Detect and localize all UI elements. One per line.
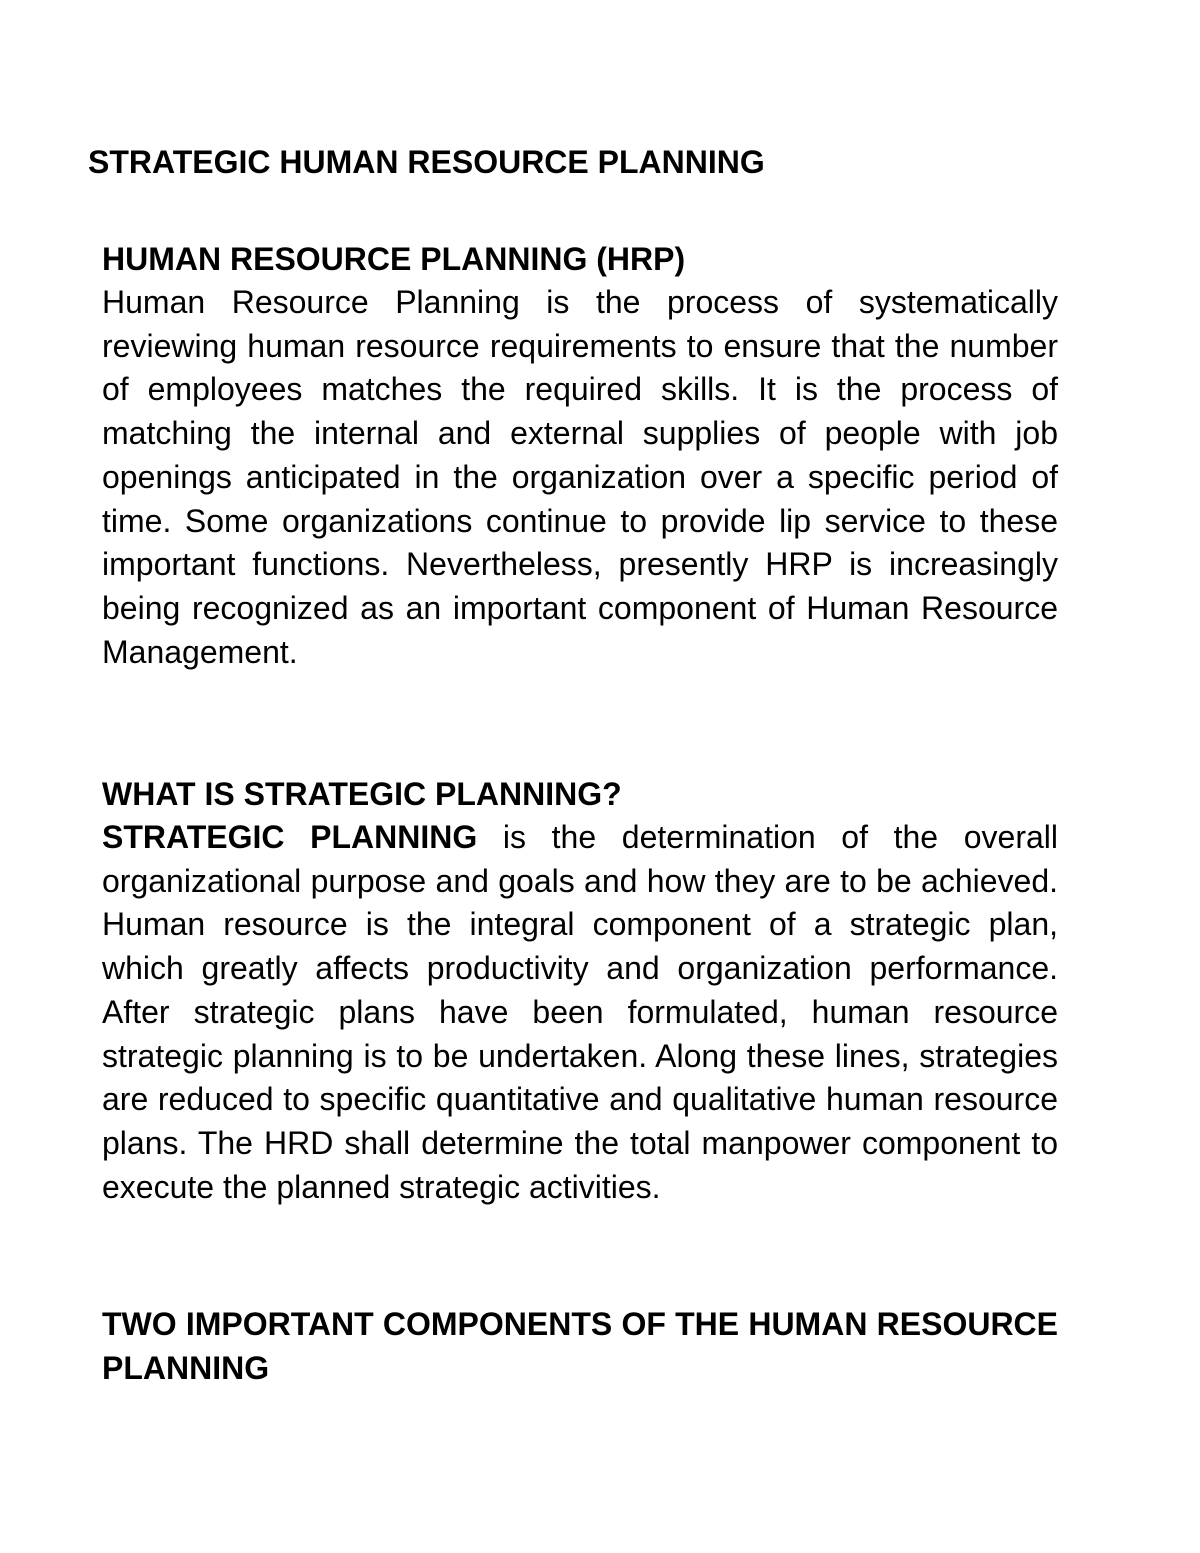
section-body-text-strategic-planning: is the determination of the overall organizational purpose and goals and how they are to be achieved. Human resource is the integral component of a strategic plan, which greatly affects productivity and organization performance. After strategic plans have been formulated, human resource strategic planning is to be undertaken. Along these lines, strategies are reduced to specific quantitative and qualitative human resource plans. The HRD shall determine the total manpower component to execute the planned strategic activities. bbox=[102, 819, 1059, 1205]
section-body-hrp: Human Resource Planning is the process of systematically reviewing human resource requirements to ensure that the number of employees matches the required skills. It is the process of matching the internal and external supplies of people with job openings anticipated in the organization over a specific period of time. Some organizations continue to provide lip service to these important functions. Nevertheless, presently HRP is increasingly being recognized as an important component of Human Resource Management. bbox=[102, 284, 1058, 670]
section-body-strategic-planning bbox=[102, 816, 1058, 1209]
section-two-components bbox=[102, 1302, 1058, 1390]
section-heading-hrp: HUMAN RESOURCE PLANNING (HRP) bbox=[102, 241, 686, 277]
section-heading-two-components: TWO IMPORTANT COMPONENTS OF THE HUMAN RESOURCE PLANNING bbox=[102, 1306, 1058, 1386]
section-strategic-planning bbox=[102, 772, 1058, 1209]
section-hrp bbox=[102, 237, 1058, 674]
document-title: STRATEGIC HUMAN RESOURCE PLANNING bbox=[88, 144, 765, 180]
section-heading-strategic-planning: WHAT IS STRATEGIC PLANNING? bbox=[102, 776, 622, 812]
lead-term-strategic-planning: STRATEGIC PLANNING bbox=[102, 819, 478, 855]
